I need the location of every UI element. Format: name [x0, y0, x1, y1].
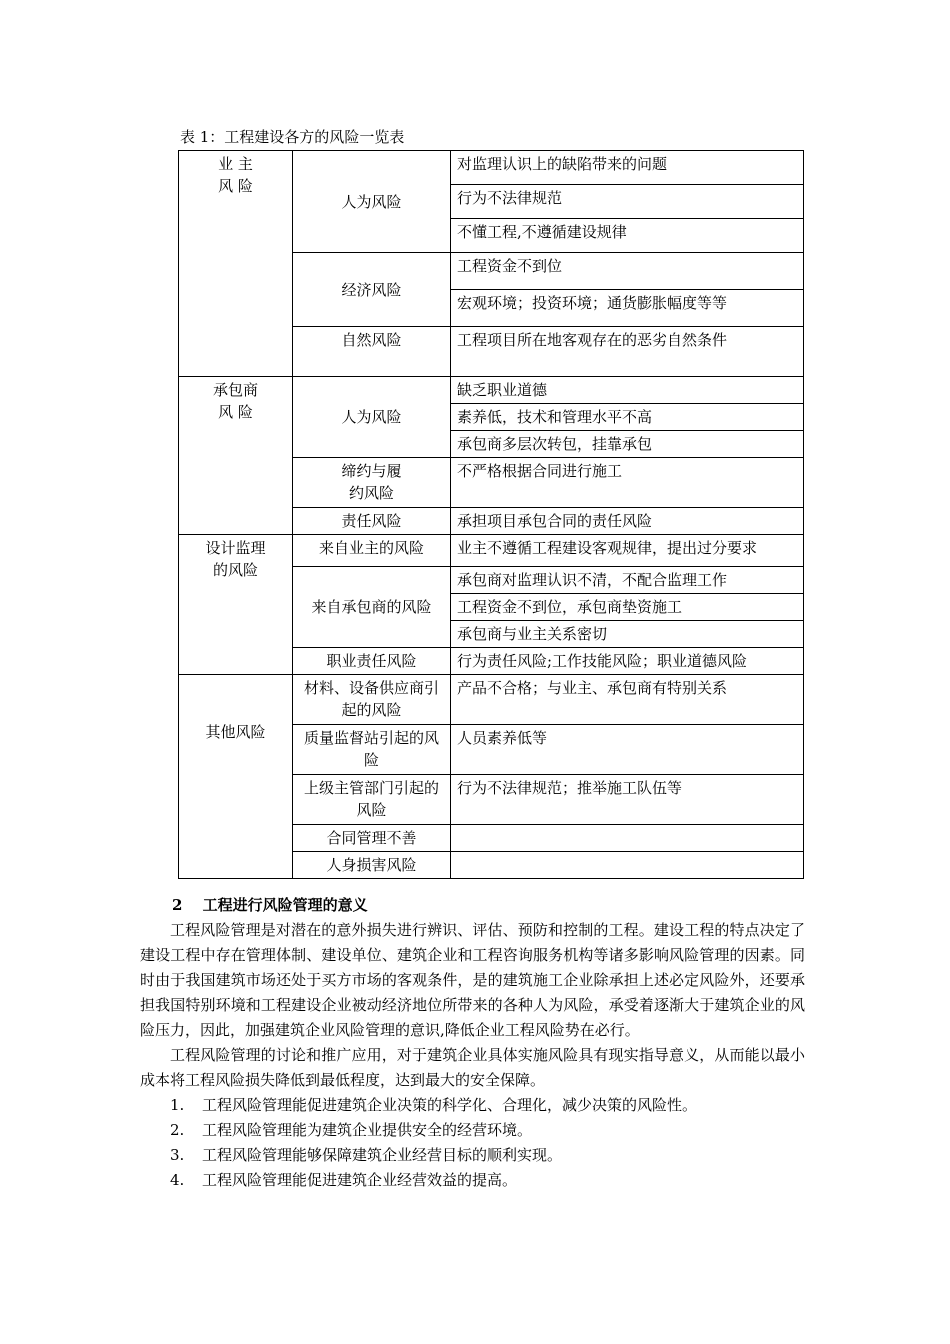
subcategory-other-injury: 人身损害风险 — [293, 852, 451, 879]
risk-item: 宏观环境；投资环境；通货膨胀幅度等等 — [451, 290, 804, 327]
subcategory-other-quality: 质量监督站引起的风险 — [293, 725, 451, 775]
risk-item: 行为责任风险;工作技能风险；职业道德风险 — [451, 648, 804, 675]
category-other: 其他风险 — [179, 675, 293, 879]
section-heading: 2 工程进行风险管理的意义 — [172, 896, 368, 914]
section-2 — [140, 893, 805, 1193]
list-item: 3. 工程风险管理能够保障建筑企业经营目标的顺利实现。 — [170, 1146, 563, 1164]
category-owner: 业 主 风 险 — [179, 151, 293, 377]
risk-item: 工程项目所在地客观存在的恶劣自然条件 — [451, 327, 804, 377]
subcategory-other-supplier: 材料、设备供应商引起的风险 — [293, 675, 451, 725]
risk-item: 工程资金不到位 — [451, 253, 804, 290]
risk-item: 工程资金不到位，承包商垫资施工 — [451, 594, 804, 621]
paragraph: 工程风险管理是对潜在的意外损失进行辨识、评估、预防和控制的工程。建设工程的特点决定了建设工程中存在管理体制、建设单位、建筑企业和工程咨询服务机构等诸多影响风险管理的因素。同时由于我国建筑市场还处于买方市场的客观条件，是的建筑施工企业除承担上述必定风险外，还要承担我国特别环境和工程建设企业被动经济地位所带来的各种人为风险，承受着逐渐大于建筑企业的风险压力，因此，加强建筑企业风险管理的意识,降低企业工程风险势在必行。 — [140, 921, 805, 1039]
list-item: 2. 工程风险管理能为建筑企业提供安全的经营环境。 — [170, 1121, 533, 1139]
risk-item: 不懂工程,不遵循建设规律 — [451, 219, 804, 253]
paragraph: 工程风险管理的讨论和推广应用，对于建筑企业具体实施风险具有现实指导意义，从而能以最小成本将工程风险损失降低到最低程度，达到最大的安全保障。 — [140, 1046, 805, 1089]
table-caption: 表 1：工程建设各方的风险一览表 — [180, 128, 405, 146]
risk-item: 业主不遵循工程建设客观规律，提出过分要求 — [451, 535, 804, 567]
risk-item: 行为不法律规范 — [451, 185, 804, 219]
list-item: 4. 工程风险管理能促进建筑企业经营效益的提高。 — [170, 1171, 518, 1189]
risk-item: 承包商对监理认识不清，不配合监理工作 — [451, 567, 804, 594]
risk-table — [178, 150, 804, 879]
subcategory-contractor-contract: 缔约与履 约风险 — [293, 458, 451, 508]
risk-item: 承包商多层次转包，挂靠承包 — [451, 431, 804, 458]
subcategory-supervision-owner: 来自业主的风险 — [293, 535, 451, 567]
category-contractor: 承包商 风 险 — [179, 377, 293, 535]
risk-item: 承担项目承包合同的责任风险 — [451, 508, 804, 535]
risk-item: 承包商与业主关系密切 — [451, 621, 804, 648]
subcategory-owner-natural: 自然风险 — [293, 327, 451, 377]
subcategory-contractor-liability: 责任风险 — [293, 508, 451, 535]
subcategory-owner-economic: 经济风险 — [293, 253, 451, 327]
risk-item-empty — [451, 852, 804, 879]
subcategory-owner-human: 人为风险 — [293, 151, 451, 253]
risk-item: 缺乏职业道德 — [451, 377, 804, 404]
risk-item: 人员素养低等 — [451, 725, 804, 775]
category-supervision: 设计监理 的风险 — [179, 535, 293, 675]
risk-item: 行为不法律规范；推举施工队伍等 — [451, 775, 804, 825]
subcategory-supervision-professional: 职业责任风险 — [293, 648, 451, 675]
subcategory-other-contract-mgmt: 合同管理不善 — [293, 825, 451, 852]
risk-item: 素养低，技术和管理水平不高 — [451, 404, 804, 431]
subcategory-other-authority: 上级主管部门引起的风险 — [293, 775, 451, 825]
list-item: 1. 工程风险管理能促进建筑企业决策的科学化、合理化，减少决策的风险性。 — [170, 1096, 698, 1114]
risk-item: 产品不合格；与业主、承包商有特别关系 — [451, 675, 804, 725]
subcategory-contractor-human: 人为风险 — [293, 377, 451, 458]
risk-item-empty — [451, 825, 804, 852]
risk-item: 对监理认识上的缺陷带来的问题 — [451, 151, 804, 185]
subcategory-supervision-contractor: 来自承包商的风险 — [293, 567, 451, 648]
risk-item: 不严格根据合同进行施工 — [451, 458, 804, 508]
